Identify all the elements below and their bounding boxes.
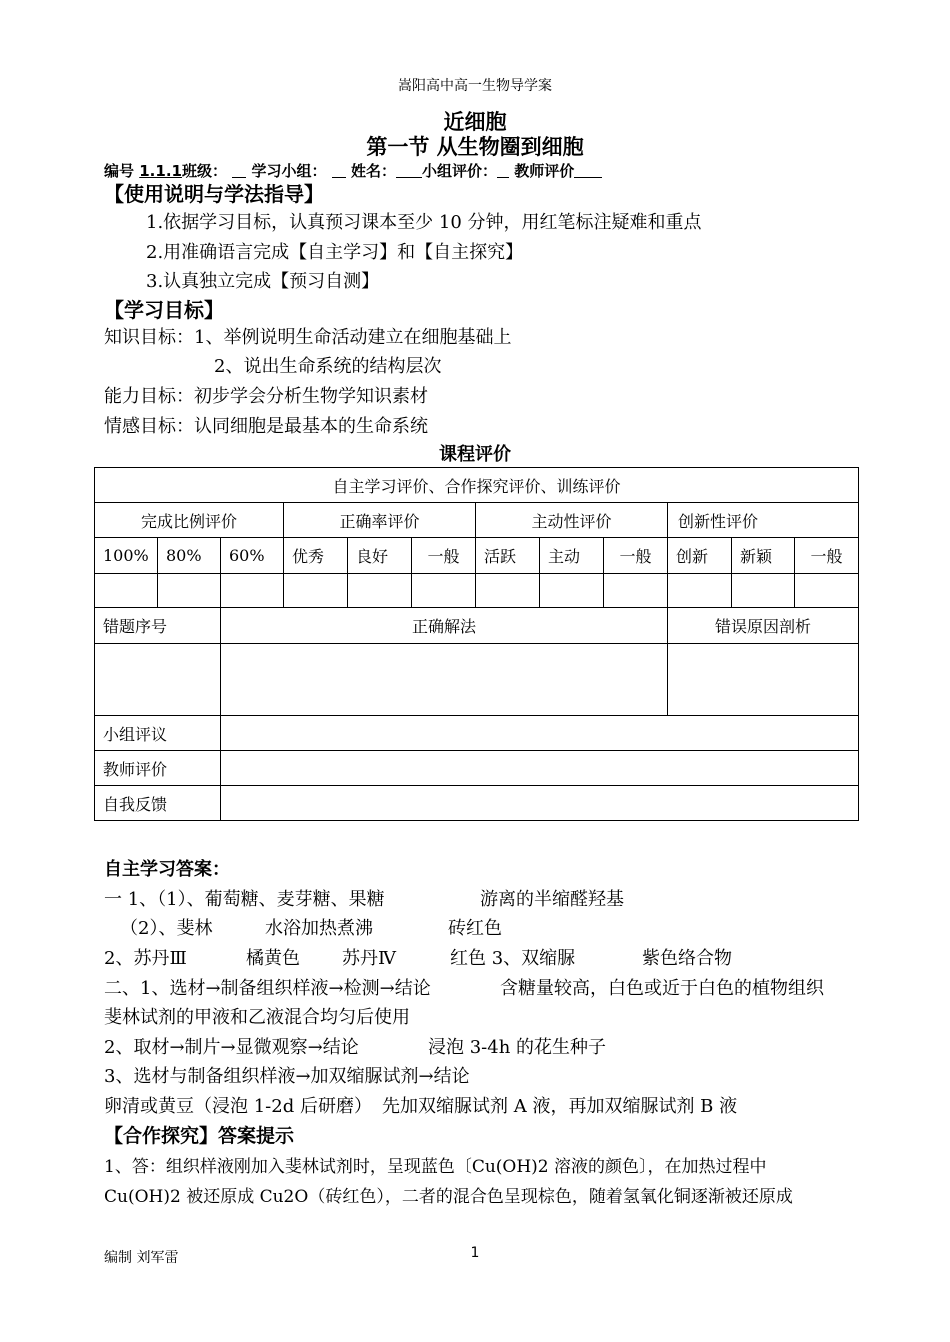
- error-number-header: 错题序号: [95, 608, 221, 644]
- instructions-heading: 【使用说明与学法指导】: [104, 182, 324, 206]
- teacher-eval-label: 教师评价: [514, 162, 575, 180]
- answer-line: 斐林试剂的甲液和乙液混合均匀后使用: [104, 1007, 410, 1028]
- teacher-eval-cell[interactable]: [221, 751, 859, 786]
- instruction-item: 3.认真独立完成【预习自测】: [146, 271, 380, 292]
- group-eval-label: 小组评价：: [421, 162, 497, 180]
- code-value: 1.1.1: [139, 162, 182, 180]
- eval-score-cell[interactable]: [158, 574, 221, 608]
- class-label: 班级：: [181, 162, 227, 180]
- page-header: 嵩阳高中高一生物导学案: [398, 78, 552, 94]
- group-blank: [332, 163, 346, 178]
- answer-line: 紫色络合物: [642, 948, 732, 969]
- answer-line: 2、苏丹Ⅲ: [104, 948, 187, 969]
- cooperation-heading: 【合作探究】答案提示: [104, 1125, 295, 1147]
- self-feedback-label: 自我反馈: [95, 786, 221, 821]
- instruction-item: 2.用准确语言完成【自主学习】和【自主探究】: [146, 242, 524, 263]
- page-number: 1: [470, 1245, 480, 1261]
- eval-score-cell[interactable]: [668, 574, 732, 608]
- knowledge-objective-1: 知识目标：1、举例说明生命活动建立在细胞基础上: [104, 327, 512, 348]
- answer-line: 2、取材→制片→显微观察→结论: [104, 1037, 359, 1058]
- eval-score-cell[interactable]: [732, 574, 795, 608]
- eval-sub-header: 60%: [221, 538, 284, 574]
- name-blank: [396, 163, 422, 178]
- group-review-label: 小组评议: [95, 716, 221, 751]
- answer-line: 二、1、选材→制备组织样液→检测→结论: [104, 978, 431, 999]
- error-number-cell[interactable]: [95, 644, 221, 716]
- eval-sub-header: 100%: [95, 538, 158, 574]
- teacher-eval-blank: [574, 163, 602, 178]
- eval-sub-header: 主动: [540, 538, 604, 574]
- eval-score-cell[interactable]: [348, 574, 412, 608]
- eval-sub-header: 创新: [668, 538, 732, 574]
- eval-group-completion: 完成比例评价: [95, 503, 284, 538]
- correct-solution-header: 正确解法: [221, 608, 668, 644]
- eval-sub-header: 良好: [348, 538, 412, 574]
- correct-solution-cell[interactable]: [221, 644, 668, 716]
- evaluation-table: [94, 467, 859, 821]
- eval-sub-header: 一般: [412, 538, 476, 574]
- eval-sub-header: 一般: [795, 538, 859, 574]
- answer-line: 砖红色: [448, 918, 502, 939]
- answer-line: 水浴加热煮沸: [265, 918, 373, 939]
- answer-line: 先加双缩脲试剂 A 液，再加双缩脲试剂 B 液: [382, 1096, 738, 1117]
- eval-score-cell[interactable]: [284, 574, 348, 608]
- eval-sub-header: 优秀: [284, 538, 348, 574]
- instruction-item: 1.依据学习目标，认真预习课本至少 10 分钟，用红笔标注疑难和重点: [146, 212, 702, 233]
- answer-line: 含糖量较高，白色或近于白色的植物组织: [500, 978, 824, 999]
- evaluation-title: 课程评价: [439, 444, 511, 465]
- group-eval-blank: [497, 163, 509, 178]
- answers-heading: 自主学习答案：: [104, 859, 230, 880]
- answer-line: 苏丹Ⅳ: [342, 948, 396, 969]
- group-label: 学习小组：: [251, 162, 327, 180]
- cooperation-line: Cu(OH)2 被还原成 Cu2O（砖红色），二者的混合色呈现棕色，随着氢氧化铜逐渐被还原成: [104, 1187, 793, 1207]
- name-label: 姓名：: [350, 162, 396, 180]
- eval-group-initiative: 主动性评价: [476, 503, 668, 538]
- group-review-cell[interactable]: [221, 716, 859, 751]
- answer-line: 一 1、（1）、葡萄糖、麦芽糖、果糖: [104, 889, 385, 910]
- class-blank: [232, 163, 246, 178]
- error-analysis-header: 错误原因剖析: [668, 608, 859, 644]
- answer-line: 3、选材与制备组织样液→加双缩脲试剂→结论: [104, 1066, 470, 1087]
- cooperation-line: 1、答：组织样液刚加入斐林试剂时，呈现蓝色〔Cu(OH)2 溶液的颜色〕，在加热过程中: [104, 1157, 767, 1177]
- eval-score-cell[interactable]: [412, 574, 476, 608]
- error-analysis-cell[interactable]: [668, 644, 859, 716]
- eval-score-cell[interactable]: [221, 574, 284, 608]
- ability-objective: 能力目标：初步学会分析生物学知识素材: [104, 386, 428, 407]
- eval-group-innovation: 创新性评价: [668, 503, 859, 538]
- eval-sub-header: 活跃: [476, 538, 540, 574]
- objectives-heading: 【学习目标】: [104, 298, 224, 322]
- knowledge-objective-2: 2、说出生命系统的结构层次: [214, 356, 442, 377]
- answer-line: 卵清或黄豆（浸泡 1-2d 后研磨）: [104, 1096, 372, 1117]
- eval-score-cell[interactable]: [604, 574, 668, 608]
- eval-top-header: 自主学习评价、合作探究评价、训练评价: [95, 468, 859, 503]
- emotion-objective: 情感目标：认同细胞是最基本的生命系统: [104, 416, 428, 437]
- self-feedback-cell[interactable]: [221, 786, 859, 821]
- eval-score-cell[interactable]: [540, 574, 604, 608]
- eval-score-cell[interactable]: [95, 574, 158, 608]
- code-label: 编号: [104, 162, 135, 180]
- chapter-title: 近细胞: [443, 110, 507, 134]
- answer-line: 红色 3、双缩脲: [450, 948, 576, 969]
- eval-score-cell[interactable]: [795, 574, 859, 608]
- eval-sub-header: 新颖: [732, 538, 795, 574]
- teacher-eval-row-label: 教师评价: [95, 751, 221, 786]
- answer-line: （2）、斐林: [120, 918, 213, 939]
- section-title: 第一节 从生物圈到细胞: [366, 135, 584, 159]
- eval-group-accuracy: 正确率评价: [284, 503, 476, 538]
- answer-line: 橘黄色: [246, 948, 300, 969]
- eval-sub-header: 一般: [604, 538, 668, 574]
- answer-line: 游离的半缩醛羟基: [480, 889, 624, 910]
- eval-sub-header: 80%: [158, 538, 221, 574]
- footer-editor: 编制 刘军雷: [104, 1250, 179, 1266]
- eval-score-cell[interactable]: [476, 574, 540, 608]
- answer-line: 浸泡 3-4h 的花生种子: [428, 1037, 607, 1058]
